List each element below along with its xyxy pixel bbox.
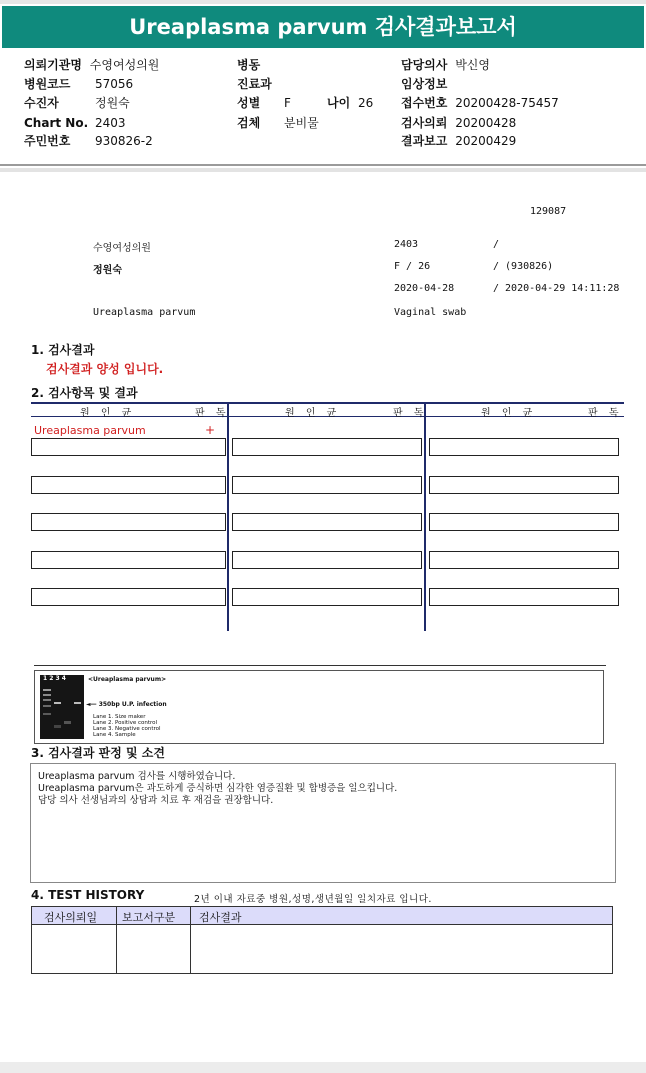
gel-bands-graphic [40,675,84,739]
results-table-divider-1 [227,402,229,631]
result-cell [31,551,226,569]
positive-result: 검사결과 양성 입니다. [46,362,164,376]
chart-number: 2403 [394,239,419,250]
result-cell [31,588,226,606]
result-cell [232,551,422,569]
report-title: Ureaplasma parvum 검사결과보고서 [2,6,644,48]
gel-title: <Ureaplasma parvum> [88,676,167,683]
history-col-divider-2 [190,907,191,973]
clinical-label: 임상정보 [401,77,448,91]
section2-title: 2. 검사항목 및 결과 [31,386,138,400]
organism-name: Ureaplasma parvum [34,424,146,437]
birth-date: / (930826) [493,261,554,272]
history-table-header [32,907,612,925]
result-cell [31,476,226,494]
patient-name: 정원숙 [93,265,122,276]
result-cell [31,438,226,456]
col-judgement-2: 판 독 [393,408,428,419]
history-table [31,906,613,974]
report-datetime: / 2020-04-29 14:11:28 [493,283,620,294]
age-value: 26 [358,96,374,110]
report-label: 결과보고 [401,134,448,148]
result-cell [232,513,422,531]
result-cell [232,438,422,456]
specimen-value: 분비물 [284,116,319,130]
col-judgement-1: 판 독 [195,408,230,419]
col-organism-3: 원 인 균 [481,408,537,419]
result-cell [232,476,422,494]
result-cell [31,513,226,531]
id-value: 930826-2 [95,134,153,148]
institution-label: 의뢰기관명 [24,58,82,72]
sex-label: 성별 [237,96,261,110]
section1-title: 1. 검사결과 [31,343,95,357]
history-note: 2년 이내 자료중 병원,성명,생년월일 일치자료 입니다. [194,894,432,905]
gel-band-label: ◄— 350bp U.P. infection [86,701,167,708]
organism-judgement: + [205,423,216,437]
top-border [0,0,646,4]
ward-label: 병동 [237,58,261,72]
separator-slash: / [493,239,500,250]
header-divider-shadow [0,168,646,172]
history-col-result: 검사결과 [199,911,242,924]
id-label: 주민번호 [24,134,71,148]
col-organism-2: 원 인 균 [285,408,341,419]
col-organism-1: 원 인 균 [80,408,136,419]
patient-value: 정원숙 [95,96,130,110]
result-cell [429,513,619,531]
request-value: 20200428 [455,116,517,130]
patient-label: 수진자 [24,96,59,110]
chart-value: 2403 [95,116,126,130]
result-cell [232,588,422,606]
bottom-border [0,1062,646,1073]
comment-line-2: Ureaplasma parvum은 과도하게 증식하면 심각한 염증질환 및 합병증을 일으킵니다. [38,783,398,794]
comment-line-1: Ureaplasma parvum 검사를 시행하였습니다. [38,771,236,782]
gel-lane-numbers: 1 2 3 4 [43,675,66,682]
specimen-label: 검체 [237,116,261,130]
doctor-value: 박신영 [455,58,490,72]
section3-title: 3. 검사결과 판정 및 소견 [31,746,165,760]
result-cell [429,476,619,494]
results-table-divider-2 [424,402,426,631]
receipt-value: 20200428-75457 [455,96,559,110]
result-cell [429,588,619,606]
request-label: 검사의뢰 [401,116,448,130]
age-label: 나이 [327,96,351,110]
request-date: 2020-04-28 [394,283,455,294]
code-value: 57056 [95,77,134,91]
test-name: Ureaplasma parvum [93,307,196,318]
specimen-type: Vaginal swab [394,307,467,318]
section4-title: 4. TEST HISTORY [31,888,145,902]
col-judgement-3: 판 독 [588,408,623,419]
sex-age: F / 26 [394,261,431,272]
header-divider [0,164,646,166]
code-label: 병원코드 [24,77,71,91]
doctor-label: 담당의사 [401,58,448,72]
gel-legend-1: Lane 1. Size maker [93,714,146,720]
history-col-type: 보고서구분 [122,911,176,924]
gel-legend-3: Lane 3. Negative control [93,726,161,732]
history-col-date: 검사의뢰일 [44,911,98,924]
clinic-name: 수영여성의원 [93,243,151,254]
chart-label: Chart No. [24,116,89,130]
institution-row [24,56,159,74]
gel-legend-2: Lane 2. Positive control [93,720,158,726]
comment-line-3: 담당 의사 선생님과의 상담과 치료 후 재검을 권장합니다. [38,795,274,806]
gel-electrophoresis-image [40,675,84,739]
receipt-label: 접수번호 [401,96,448,110]
result-cell [429,438,619,456]
dept-label: 진료과 [237,77,272,91]
result-cell [429,551,619,569]
sex-value: F [284,96,291,110]
institution-value: 수영여성의원 [89,58,160,72]
history-col-divider-1 [116,907,117,973]
gel-top-rule [34,665,606,666]
gel-legend-4: Lane 4. Sample [93,732,136,738]
report-number: 129087 [530,206,567,217]
report-value: 20200429 [455,134,517,148]
